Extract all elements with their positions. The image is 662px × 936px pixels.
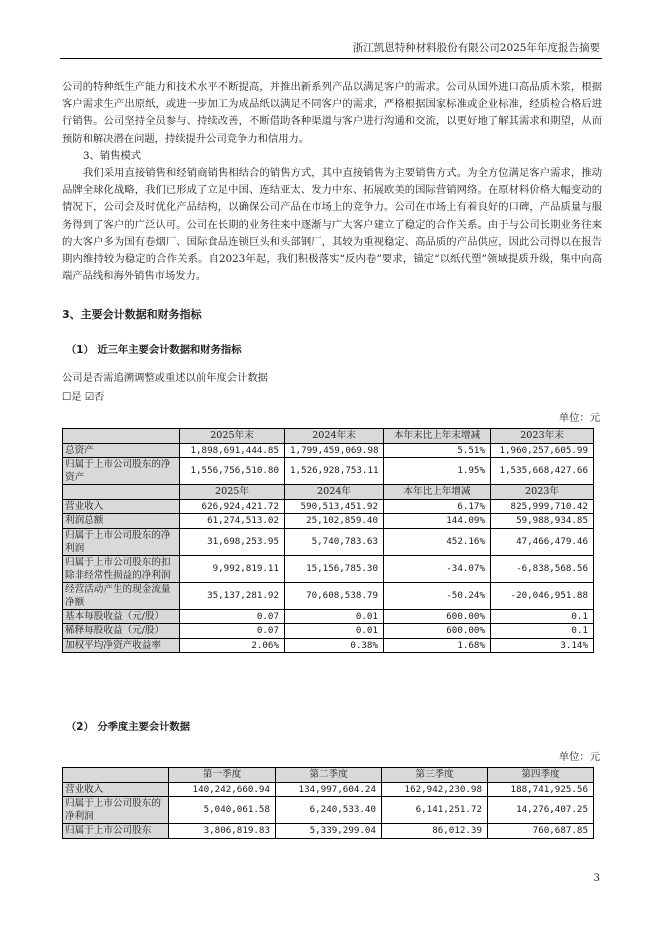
unit-label-1: 单位：元	[558, 412, 600, 424]
cell-value: 70,608,538.79	[285, 582, 384, 609]
column-header: 2024年	[285, 485, 384, 500]
cell-value: 35,137,281.92	[180, 582, 285, 609]
cell-value: 590,513,451.92	[285, 499, 384, 514]
column-header: 第三季度	[382, 768, 488, 783]
column-header: 2023年末	[491, 429, 594, 444]
cell-value: 600.00%	[384, 609, 491, 624]
table-row	[63, 782, 594, 797]
cell-value: 144.09%	[384, 514, 491, 529]
cell-value: 6,141,251.72	[382, 797, 488, 824]
restate-question: 公司是否需追溯调整或重述以前年度会计数据	[62, 372, 268, 384]
cell-value: -20,046,951.88	[491, 582, 594, 609]
table-row	[63, 582, 594, 609]
cell-value: 3.14%	[491, 638, 594, 653]
cell-value: 134,997,604.24	[276, 782, 382, 797]
cell-value: 9,992,819.11	[180, 555, 285, 582]
table-row	[63, 528, 594, 555]
cell-value: 0.1	[491, 609, 594, 624]
row-label: 归属于上市公司股东的净资产	[63, 458, 180, 485]
cell-value: 5,339,299.04	[276, 824, 382, 839]
cell-value: 25,102,859.40	[285, 514, 384, 529]
table-row	[63, 609, 594, 624]
table-row	[63, 499, 594, 514]
cell-value: 0.07	[180, 609, 285, 624]
row-label: 加权平均净资产收益率	[63, 638, 180, 653]
cell-value: 1,526,928,753.11	[285, 458, 384, 485]
table-row	[63, 824, 594, 839]
cell-value: 31,698,253.95	[180, 528, 285, 555]
row-label: 基本每股收益（元/股）	[63, 609, 180, 624]
row-label: 利润总额	[63, 514, 180, 529]
column-header: 2025年末	[180, 429, 285, 444]
cell-value: 1,799,459,069.98	[285, 443, 384, 458]
table-row	[63, 624, 594, 639]
row-label: 归属于上市公司股东的扣除非经常性损益的净利润	[63, 555, 180, 582]
row-label: 归属于上市公司股东	[63, 824, 169, 839]
report-header-title: 浙江凯恩特种材料股份有限公司2025年年度报告摘要	[352, 42, 600, 54]
checkbox-empty-icon: ☐	[62, 391, 72, 403]
cell-value: 1,535,668,427.66	[491, 458, 594, 485]
table-row	[63, 458, 594, 485]
intro-block	[62, 79, 602, 285]
column-header: 第二季度	[276, 768, 382, 783]
intro-paragraph-1: 公司的特种纸生产能力和技术水平不断提高，并推出新系列产品以满足客户的需求。公司从国外进口高品质木浆，根据客户需求生产出原纸，或进一步加工为成品纸以满足不同客户的需求，严格根据国家标准或企业标准，经质检合格后进行销售。公司坚持全员参与、持续改善，不断借助各种渠道与客户进行沟通和交流，以更好地了解其需求和期望，从而预防和解决潜在问题，持续提升公司竞争力和信用力。	[62, 81, 602, 145]
table-header-row	[63, 768, 594, 783]
cell-value: 6,240,533.40	[276, 797, 382, 824]
cell-value: -6,838,568.56	[491, 555, 594, 582]
cell-value: 140,242,660.94	[169, 782, 276, 797]
cell-value: 59,988,934.85	[491, 514, 594, 529]
cell-value: 86,012.39	[382, 824, 488, 839]
table-header-row	[63, 485, 594, 500]
cell-value: 5,740,783.63	[285, 528, 384, 555]
row-label: 总资产	[63, 443, 180, 458]
cell-value: 0.38%	[285, 638, 384, 653]
cell-value: 1,960,257,605.99	[491, 443, 594, 458]
row-label: 营业收入	[63, 499, 180, 514]
cell-value: -50.24%	[384, 582, 491, 609]
cell-value: 15,156,785.30	[285, 555, 384, 582]
cell-value: 61,274,513.02	[180, 514, 285, 529]
cell-value: 600.00%	[384, 624, 491, 639]
cell-value: 14,276,407.25	[488, 797, 594, 824]
table-row	[63, 797, 594, 824]
cell-value: 0.01	[285, 624, 384, 639]
cell-value: 626,924,421.72	[180, 499, 285, 514]
cell-value: 47,466,479.46	[491, 528, 594, 555]
row-label: 经营活动产生的现金流量净额	[63, 582, 180, 609]
cell-value: 0.1	[491, 624, 594, 639]
table-row	[63, 638, 594, 653]
annual-financial-table	[62, 428, 594, 653]
header-blank-cell	[63, 429, 180, 444]
cell-value: -34.07%	[384, 555, 491, 582]
row-label: 稀释每股收益（元/股）	[63, 624, 180, 639]
header-blank-cell	[63, 768, 169, 783]
unit-label-2: 单位：元	[558, 751, 600, 763]
restate-options	[62, 388, 104, 403]
row-label: 归属于上市公司股东的净利润	[63, 797, 169, 824]
cell-value: 5,040,061.58	[169, 797, 276, 824]
checkbox-checked-icon: ☑	[84, 391, 95, 403]
option-yes-label: 是	[71, 391, 82, 403]
cell-value: 2.06%	[180, 638, 285, 653]
cell-value: 0.01	[285, 609, 384, 624]
header-blank-cell	[63, 485, 180, 500]
cell-value: 760,687.85	[488, 824, 594, 839]
cell-value: 825,999,710.42	[491, 499, 594, 514]
cell-value: 1.68%	[384, 638, 491, 653]
table-row	[63, 555, 594, 582]
page-number: 3	[593, 873, 600, 884]
sales-model-heading: 3、销售模式	[83, 149, 142, 162]
cell-value: 1.95%	[384, 458, 491, 485]
column-header: 2024年末	[285, 429, 384, 444]
column-header: 2025年	[180, 485, 285, 500]
table-row	[63, 514, 594, 529]
table-row	[63, 443, 594, 458]
cell-value: 3,806,819.83	[169, 824, 276, 839]
column-header: 本年末比上年末增减	[384, 429, 491, 444]
row-label: 营业收入	[63, 782, 169, 797]
intro-paragraph-2: 我们采用直接销售和经销商销售相结合的销售方式，其中直接销售为主要销售方式。为全方位满足客户需求，推动品牌全球化战略，我们已形成了立足中国、连结亚太、发力中东、拓展欧美的国际营销网络。在原材料价格大幅变动的情况下，公司会及时优化产品结构，以确保公司产品在市场上的竞争力。公司在市场上有着良好的口碑，产品质量与服务得到了客户的广泛认可。公司在长期的业务往来中逐渐与广大客户建立了稳定的合作关系。由于与公司长期业务往来的大客户多为国有卷烟厂、国际食品连锁巨头和头部钢厂，其较为重视稳定、高品质的产品供应，因此公司得以在报告期内维持较为稳定的合作关系。自2023年起，我们积极落实“反内卷”要求，锚定“以纸代塑”领域提质升级，集中向高端产品线和海外销售市场发力。	[62, 167, 602, 283]
column-header: 第一季度	[169, 768, 276, 783]
quarterly-financial-table	[62, 767, 594, 839]
header-rule	[60, 58, 602, 59]
cell-value: 452.16%	[384, 528, 491, 555]
row-label: 归属于上市公司股东的净利润	[63, 528, 180, 555]
column-header: 第四季度	[488, 768, 594, 783]
cell-value: 188,741,925.56	[488, 782, 594, 797]
cell-value: 1,898,691,444.85	[180, 443, 285, 458]
option-no-label: 否	[94, 391, 105, 403]
column-header: 2023年	[491, 485, 594, 500]
column-header: 本年比上年增减	[384, 485, 491, 500]
cell-value: 0.07	[180, 624, 285, 639]
table-header-row	[63, 429, 594, 444]
cell-value: 1,556,756,510.80	[180, 458, 285, 485]
cell-value: 162,942,230.98	[382, 782, 488, 797]
section-title: 3、主要会计数据和财务指标	[62, 308, 202, 321]
cell-value: 5.51%	[384, 443, 491, 458]
subsection-title-1: （1） 近三年主要会计数据和财务指标	[66, 344, 242, 356]
subsection-title-2: （2） 分季度主要会计数据	[66, 721, 191, 733]
cell-value: 6.17%	[384, 499, 491, 514]
